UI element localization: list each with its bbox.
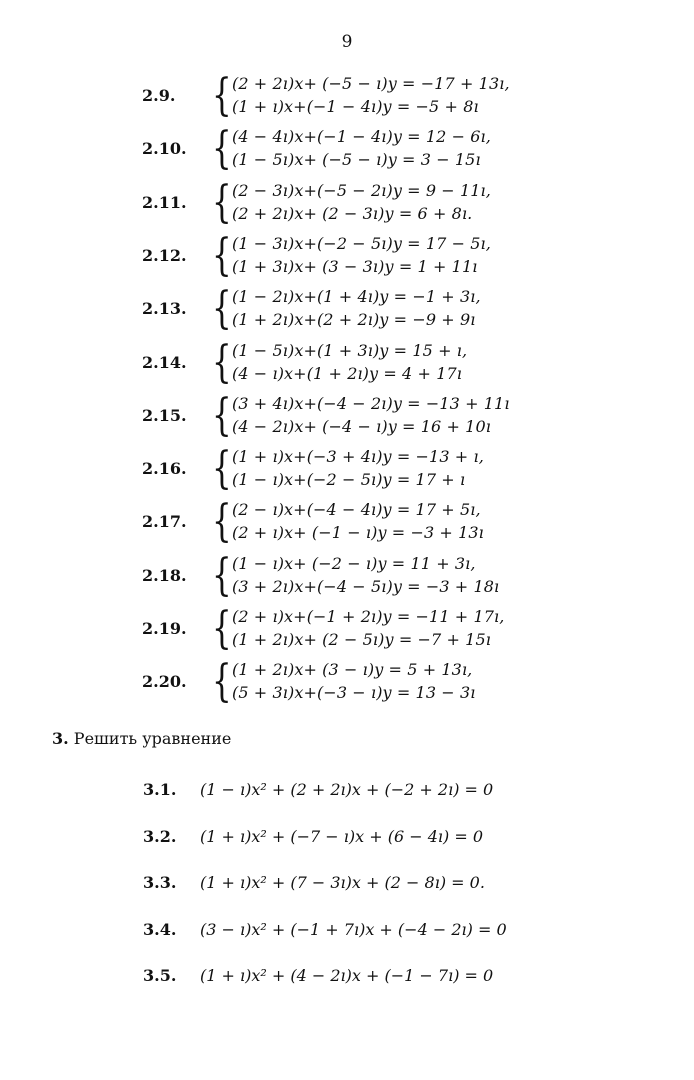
brace-icon: { [212, 70, 232, 121]
section-heading [52, 729, 231, 748]
problem-number: 2.15. [142, 405, 187, 425]
problem-number: 2.19. [142, 619, 187, 638]
brace-icon: { [212, 336, 232, 388]
equation: (1 + ı)x² + (4 − 2ı)x + (−1 − 7ı) = 0 [200, 966, 494, 985]
problem-number: 3.1. [143, 780, 177, 799]
equation-line-2: (5 + 3ı)x+(−3 − ı)y = 13 − 3ı [232, 683, 476, 703]
equation-line-1: (2 − 3ı)x+(−5 − 2ı)y = 9 − 11ı, [232, 180, 491, 200]
section-title: Решить уравнение [73, 729, 232, 748]
brace-icon: { [212, 496, 232, 548]
problem-number: 2.18. [142, 565, 187, 585]
brace-icon: { [212, 443, 232, 495]
quadratic-3-2 [0, 825, 694, 851]
problem-number: 3.2. [143, 826, 177, 846]
system-2-20 [0, 658, 694, 710]
brace-icon: { [212, 656, 232, 708]
equation-line-2: (1 + 2ı)x+ (2 − 5ı)y = −7 + 15ı [232, 630, 491, 649]
problem-number: 2.16. [142, 459, 187, 479]
equation-line-2: (4 − ı)x+(1 + 2ı)y = 4 + 17ı [232, 363, 462, 383]
brace-icon: { [212, 176, 232, 228]
system-2-19 [0, 605, 694, 657]
problem-number: 2.13. [142, 299, 187, 319]
equation-line-1: (2 + 2ı)x+ (−5 − ı)y = −17 + 13ı, [232, 74, 510, 93]
system-2-9 [0, 72, 694, 124]
brace-icon: { [212, 549, 232, 601]
system-2-16 [0, 445, 694, 497]
brace-icon: { [212, 389, 232, 441]
brace-icon: { [212, 603, 232, 654]
problem-number: 2.14. [142, 352, 187, 372]
equation-line-1: (1 − 2ı)x+(1 + 4ı)y = −1 + 3ı, [232, 287, 481, 307]
system-2-15 [0, 389, 694, 444]
system-2-13 [0, 285, 694, 337]
system-2-14 [0, 336, 694, 391]
equation-line-2: (1 + 2ı)x+(2 + 2ı)y = −9 + 9ı [232, 310, 476, 330]
equation-line-1: (1 − 3ı)x+(−2 − 5ı)y = 17 − 5ı, [232, 233, 491, 253]
brace-icon: { [212, 123, 232, 175]
page-number: 9 [341, 32, 353, 52]
problem-number: 3.4. [143, 919, 177, 939]
equation-line-1: (1 − ı)x+ (−2 − ı)y = 11 + 3ı, [232, 553, 476, 573]
equation: (1 − ı)x² + (2 + 2ı)x + (−2 + 2ı) = 0 [200, 780, 494, 799]
quadratic-3-1 [0, 778, 694, 804]
problem-number: 3.5. [143, 966, 177, 985]
equation-line-2: (3 + 2ı)x+(−4 − 5ı)y = −3 + 18ı [232, 576, 500, 596]
problem-number: 2.17. [142, 512, 187, 532]
problem-number: 2.9. [142, 86, 176, 105]
problem-number: 3.3. [143, 873, 177, 892]
quadratic-3-5 [0, 964, 694, 990]
equation-line-2: (1 − 5ı)x+ (−5 − ı)y = 3 − 15ı [232, 150, 481, 170]
quadratic-3-3 [0, 871, 694, 897]
equation-line-2: (1 + 3ı)x+ (3 − 3ı)y = 1 + 11ı [232, 256, 478, 276]
equation-line-2: (1 − ı)x+(−2 − 5ı)y = 17 + ı [232, 470, 466, 490]
system-2-17 [0, 498, 694, 550]
equation: (3 − ı)x² + (−1 + 7ı)x + (−4 − 2ı) = 0 [200, 919, 507, 939]
equation-line-1: (1 + ı)x+(−3 + 4ı)y = −13 + ı, [232, 447, 484, 467]
brace-icon: { [212, 283, 232, 335]
problem-number: 2.10. [142, 139, 187, 159]
problem-number: 2.12. [142, 245, 187, 265]
equation-line-2: (4 − 2ı)x+ (−4 − ı)y = 16 + 10ı [232, 416, 491, 436]
quadratic-3-4 [0, 918, 694, 944]
equation: (1 + ı)x² + (7 − 3ı)x + (2 − 8ı) = 0. [200, 873, 485, 892]
equation-line-1: (1 − 5ı)x+(1 + 3ı)y = 15 + ı, [232, 340, 468, 360]
equation-line-1: (1 + 2ı)x+ (3 − ı)y = 5 + 13ı, [232, 660, 473, 680]
problem-number: 2.11. [142, 192, 187, 212]
equation-line-1: (3 + 4ı)x+(−4 − 2ı)y = −13 + 11ı [232, 393, 510, 413]
system-2-10 [0, 125, 694, 177]
system-2-11 [0, 176, 694, 231]
equation-line-1: (4 − 4ı)x+(−1 − 4ı)y = 12 − 6ı, [232, 127, 491, 147]
equation-line-2: (2 + 2ı)x+ (2 − 3ı)y = 6 + 8ı. [232, 203, 473, 223]
equation-line-1: (2 + ı)x+(−1 + 2ı)y = −11 + 17ı, [232, 607, 505, 626]
section-number: 3. [52, 729, 69, 748]
system-2-12 [0, 229, 694, 284]
system-2-18 [0, 549, 694, 604]
equation-line-2: (1 + ı)x+(−1 − 4ı)y = −5 + 8ı [232, 97, 479, 116]
brace-icon: { [212, 229, 232, 281]
equation-line-1: (2 − ı)x+(−4 − 4ı)y = 17 + 5ı, [232, 500, 481, 520]
equation-line-2: (2 + ı)x+ (−1 − ı)y = −3 + 13ı [232, 523, 484, 543]
equation: (1 + ı)x² + (−7 − ı)x + (6 − 4ı) = 0 [200, 826, 484, 846]
problem-number: 2.20. [142, 672, 187, 692]
